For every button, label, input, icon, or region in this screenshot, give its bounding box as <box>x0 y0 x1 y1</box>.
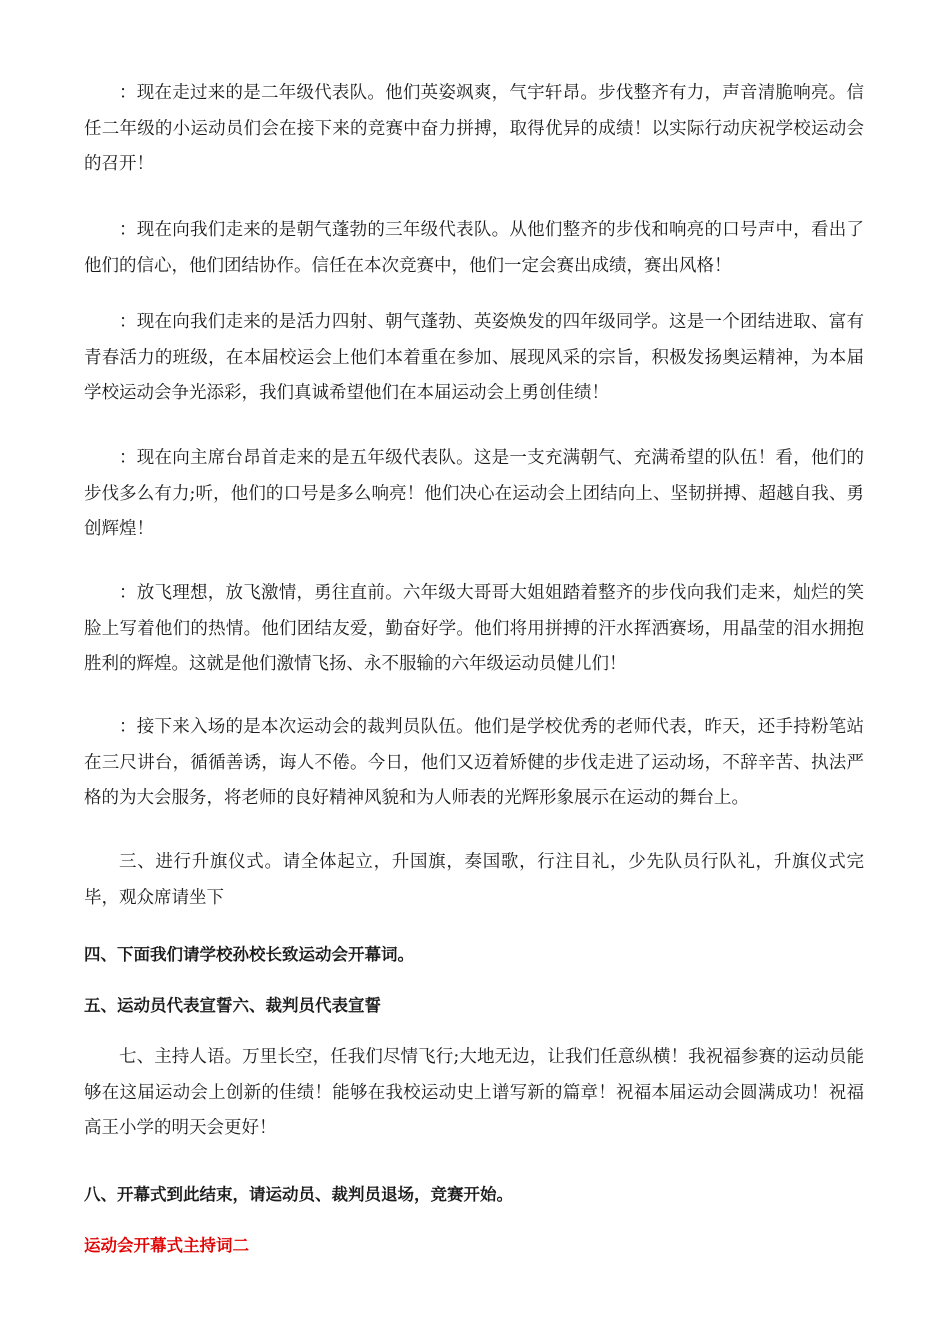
paragraph-grade-four: ：现在向我们走来的是活力四射、朝气蓬勃、英姿焕发的四年级同学。这是一个团结进取、富有青春活力的班级，在本届校运会上他们本着重在参加、展现风采的宗旨，积极发扬奥运精神，为本届学校运动会争光添彩，我们真诚希望他们在本届运动会上勇创佳绩！ <box>84 312 864 403</box>
heading-ceremony-end: 八、开幕式到此结束，请运动员、裁判员退场，竞赛开始。 <box>84 1185 513 1204</box>
paragraph-grade-three: ：现在向我们走来的是朝气蓬勃的三年级代表队。从他们整齐的步伐和响亮的口号声中，看出了他们的信心，他们团结协作。信任在本次竞赛中，他们一定会赛出成绩，赛出风格！ <box>84 220 864 276</box>
section-title-red: 运动会开幕式主持词二 <box>84 1236 249 1255</box>
paragraph-grade-six: ：放飞理想，放飞激情，勇往直前。六年级大哥哥大姐姐踏着整齐的步伐向我们走来，灿烂的笑脸上写着他们的热情。他们团结友爱，勤奋好学。他们将用拼搏的汗水挥洒赛场，用晶莹的泪水拥抱胜利的辉煌。这就是他们激情飞扬、永不服输的六年级运动员健儿们！ <box>84 583 864 674</box>
paragraph-grade-two: ：现在走过来的是二年级代表队。他们英姿飒爽，气宇轩昂。步伐整齐有力，声音清脆响亮。信任二年级的小运动员们会在接下来的竞赛中奋力拼搏，取得优异的成绩！以实际行动庆祝学校运动会的召开！ <box>84 83 864 174</box>
paragraph-flag-ceremony: 三、进行升旗仪式。请全体起立，升国旗，奏国歌，行注目礼，少先队员行队礼，升旗仪式完毕，观众席请坐下 <box>84 852 864 908</box>
paragraph-referees: ：接下来入场的是本次运动会的裁判员队伍。他们是学校优秀的老师代表，昨天，还手持粉笔站在三尺讲台，循循善诱，诲人不倦。今日，他们又迈着矫健的步伐走进了运动场，不辞辛苦、执法严格的为大会服务，将老师的良好精神风貌和为人师表的光辉形象展示在运动的舞台上。 <box>84 717 864 808</box>
heading-oaths: 五、运动员代表宣誓六、裁判员代表宣誓 <box>84 996 381 1015</box>
paragraph-host-closing: 七、主持人语。万里长空，任我们尽情飞行;大地无边，让我们任意纵横！我祝福参赛的运动员能够在这届运动会上创新的佳绩！能够在我校运动史上谱写新的篇章！祝福本届运动会圆满成功！祝福高王小学的明天会更好！ <box>84 1047 864 1138</box>
heading-principal-speech: 四、下面我们请学校孙校长致运动会开幕词。 <box>84 945 414 964</box>
paragraph-grade-five: ：现在向主席台昂首走来的是五年级代表队。这是一支充满朝气、充满希望的队伍！看，他们的步伐多么有力;听，他们的口号是多么响亮！他们决心在运动会上团结向上、坚韧拼搏、超越自我、勇创辉煌！ <box>84 448 864 539</box>
